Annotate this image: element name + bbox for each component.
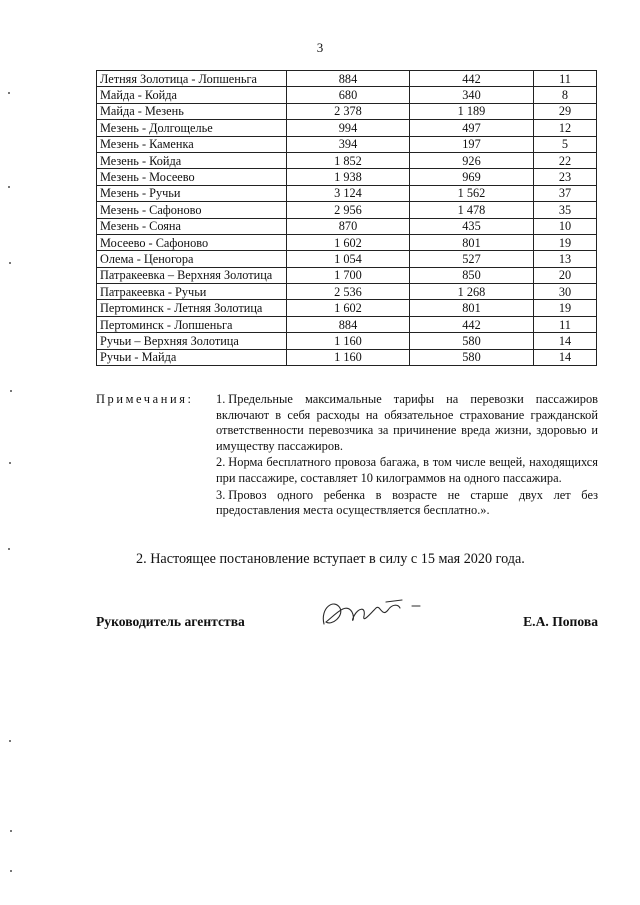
table-row xyxy=(97,234,597,250)
value-cell: 1 602 xyxy=(287,234,410,250)
table-row xyxy=(97,349,597,365)
value-cell: 1 160 xyxy=(287,333,410,349)
value-cell: 14 xyxy=(534,349,597,365)
value-cell: 1 852 xyxy=(287,152,410,168)
table-row xyxy=(97,251,597,267)
route-cell: Мосеево - Сафоново xyxy=(97,234,287,250)
signer-name: Е.А. Попова xyxy=(523,614,598,629)
value-cell: 19 xyxy=(534,234,597,250)
value-cell: 23 xyxy=(534,169,597,185)
value-cell: 12 xyxy=(534,120,597,136)
route-cell: Мезень - Мосеево xyxy=(97,169,287,185)
value-cell: 884 xyxy=(287,316,410,332)
value-cell: 1 700 xyxy=(287,267,410,283)
value-cell: 580 xyxy=(410,333,534,349)
route-cell: Мезень - Долгощелье xyxy=(97,120,287,136)
table-row xyxy=(97,87,597,103)
route-cell: Олема - Ценогора xyxy=(97,251,287,267)
route-cell: Патракеевка - Ручьи xyxy=(97,284,287,300)
value-cell: 969 xyxy=(410,169,534,185)
value-cell: 1 478 xyxy=(410,202,534,218)
value-cell: 11 xyxy=(534,316,597,332)
table-row xyxy=(97,284,597,300)
value-cell: 1 602 xyxy=(287,300,410,316)
route-cell: Мезень - Сояна xyxy=(97,218,287,234)
value-cell: 14 xyxy=(534,333,597,349)
value-cell: 1 189 xyxy=(410,103,534,119)
value-cell: 435 xyxy=(410,218,534,234)
table-row xyxy=(97,136,597,152)
value-cell: 801 xyxy=(410,234,534,250)
notes-label: Примечания: xyxy=(96,392,194,406)
handwritten-signature-icon xyxy=(316,594,426,634)
route-cell: Майда - Койда xyxy=(97,87,287,103)
note-number: 2. xyxy=(216,455,226,470)
route-cell: Летняя Золотица - Лопшеньга xyxy=(97,71,287,87)
route-cell: Мезень - Каменка xyxy=(97,136,287,152)
value-cell: 13 xyxy=(534,251,597,267)
value-cell: 2 536 xyxy=(287,284,410,300)
route-cell: Мезень - Койда xyxy=(97,152,287,168)
value-cell: 1 938 xyxy=(287,169,410,185)
table-row xyxy=(97,120,597,136)
value-cell: 19 xyxy=(534,300,597,316)
value-cell: 8 xyxy=(534,87,597,103)
value-cell: 884 xyxy=(287,71,410,87)
signature-block xyxy=(96,614,598,644)
tariff-table-body xyxy=(97,71,597,366)
table-row xyxy=(97,71,597,87)
value-cell: 442 xyxy=(410,316,534,332)
value-cell: 580 xyxy=(410,349,534,365)
value-cell: 5 xyxy=(534,136,597,152)
value-cell: 35 xyxy=(534,202,597,218)
value-cell: 926 xyxy=(410,152,534,168)
value-cell: 497 xyxy=(410,120,534,136)
value-cell: 442 xyxy=(410,71,534,87)
value-cell: 22 xyxy=(534,152,597,168)
value-cell: 29 xyxy=(534,103,597,119)
value-cell: 680 xyxy=(287,87,410,103)
table-row xyxy=(97,103,597,119)
tariff-table xyxy=(96,70,597,366)
value-cell: 850 xyxy=(410,267,534,283)
note-text: Норма бесплатного провоза багажа, в том числе вещей, находящихся при пассажире, составляет 10 килограммов на одного пассажира. xyxy=(216,455,598,485)
table-row xyxy=(97,185,597,201)
value-cell: 20 xyxy=(534,267,597,283)
scan-margin-marks xyxy=(0,0,20,905)
note-number: 1. xyxy=(216,392,226,406)
value-cell: 1 268 xyxy=(410,284,534,300)
value-cell: 30 xyxy=(534,284,597,300)
value-cell: 10 xyxy=(534,218,597,234)
table-row xyxy=(97,267,597,283)
table-row xyxy=(97,202,597,218)
value-cell: 394 xyxy=(287,136,410,152)
route-cell: Мезень - Сафоново xyxy=(97,202,287,218)
route-cell: Мезень - Ручьи xyxy=(97,185,287,201)
page-number: 3 xyxy=(316,40,324,55)
route-cell: Пертоминск - Летняя Золотица xyxy=(97,300,287,316)
value-cell: 2 956 xyxy=(287,202,410,218)
effective-date-clause: 2. Настоящее постановление вступает в силу с 15 мая 2020 года. xyxy=(136,551,525,567)
table-row xyxy=(97,316,597,332)
value-cell: 197 xyxy=(410,136,534,152)
note-item xyxy=(216,455,598,486)
value-cell: 870 xyxy=(287,218,410,234)
table-row xyxy=(97,218,597,234)
table-row xyxy=(97,333,597,349)
table-row xyxy=(97,169,597,185)
route-cell: Пертоминск - Лопшеньга xyxy=(97,316,287,332)
note-item xyxy=(216,392,598,454)
table-row xyxy=(97,300,597,316)
value-cell: 1 054 xyxy=(287,251,410,267)
value-cell: 37 xyxy=(534,185,597,201)
route-cell: Майда - Мезень xyxy=(97,103,287,119)
value-cell: 11 xyxy=(534,71,597,87)
value-cell: 801 xyxy=(410,300,534,316)
route-cell: Ручьи – Верхняя Золотица xyxy=(97,333,287,349)
note-text: Предельные максимальные тарифы на перевозки пассажиров включают в себя расходы на обязательное страхование гражданской ответственности перевозчика за причинение вреда жизни, здоровью и имуществу пассажиров. xyxy=(216,392,598,453)
value-cell: 527 xyxy=(410,251,534,267)
signer-title: Руководитель агентства xyxy=(96,614,245,629)
route-cell: Патракеевка – Верхняя Золотица xyxy=(97,267,287,283)
note-text: Провоз одного ребенка в возрасте не старше двух лет без предоставления места осуществляется бесплатно.». xyxy=(216,487,598,518)
value-cell: 340 xyxy=(410,87,534,103)
value-cell: 3 124 xyxy=(287,185,410,201)
value-cell: 2 378 xyxy=(287,103,410,119)
value-cell: 994 xyxy=(287,120,410,136)
table-row xyxy=(97,152,597,168)
notes-list xyxy=(216,392,598,520)
note-number: 3. xyxy=(216,487,226,502)
value-cell: 1 160 xyxy=(287,349,410,365)
route-cell: Ручьи - Майда xyxy=(97,349,287,365)
value-cell: 1 562 xyxy=(410,185,534,201)
note-item xyxy=(216,488,598,519)
